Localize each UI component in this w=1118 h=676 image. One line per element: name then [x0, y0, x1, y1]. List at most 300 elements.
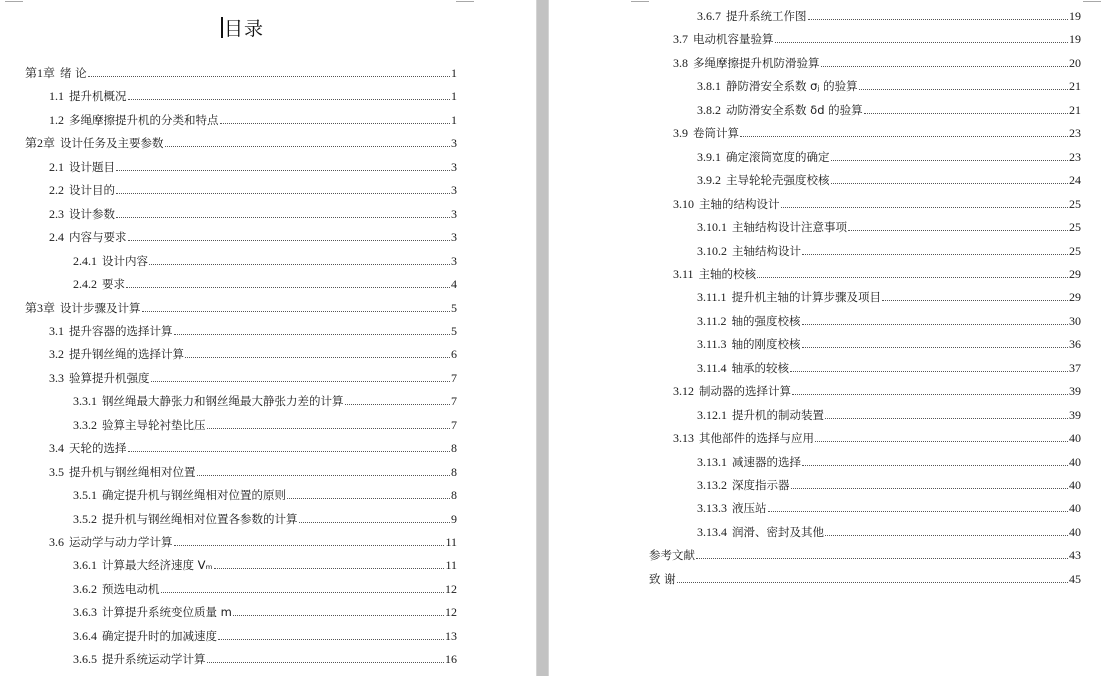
dot-leader — [792, 393, 1068, 395]
toc-entry-label — [25, 66, 88, 80]
toc-entry[interactable] — [73, 486, 457, 502]
toc-entry-number: 1.1 — [49, 89, 64, 104]
toc-entry-number: 3.11.1 — [697, 290, 727, 305]
toc-page-number: 25 — [1069, 243, 1081, 258]
toc-entry[interactable] — [73, 580, 457, 596]
dot-leader — [299, 521, 451, 523]
toc-entry[interactable] — [673, 124, 1081, 140]
toc-entry[interactable] — [49, 228, 457, 244]
toc-entry-number: 3.13.1 — [697, 454, 727, 469]
toc-entry-label — [73, 605, 233, 619]
dot-leader — [128, 239, 451, 241]
toc-entry-text: 轴承的较核 — [731, 360, 790, 375]
toc-entry-label — [697, 361, 790, 375]
toc-entry[interactable] — [673, 54, 1081, 70]
toc-entry-text: 要求 — [102, 277, 125, 292]
toc-entry[interactable] — [697, 7, 1081, 23]
toc-entry-label — [697, 290, 882, 304]
dot-leader — [126, 286, 450, 288]
toc-entry-label — [73, 582, 161, 596]
toc-page-number: 40 — [1069, 478, 1081, 492]
toc-page-number: 29 — [1069, 290, 1081, 305]
toc-entry-text: 绪 论 — [60, 66, 87, 80]
toc-page-number: 11 — [445, 558, 457, 573]
toc-entry-number: 3.5 — [49, 464, 64, 479]
toc-page-number: 1 — [451, 112, 457, 127]
toc-title[interactable]: 目录 — [221, 17, 264, 41]
dot-leader — [116, 192, 450, 194]
toc-entry-number: 3.10 — [673, 196, 694, 211]
dot-leader — [808, 18, 1069, 20]
toc-entry-label — [649, 572, 677, 586]
toc-entry-text: 致 谢 — [649, 571, 676, 586]
toc-entry-label — [25, 136, 165, 150]
toc-entry-text: 主导轮轮壳强度校核 — [726, 173, 830, 188]
toc-entry-text: 确定提升时的加减速度 — [102, 628, 217, 643]
toc-entry-text: 设计参数 — [69, 206, 115, 221]
toc-entry-number: 2.4.2 — [73, 277, 97, 292]
toc-entry[interactable] — [697, 499, 1081, 515]
toc-entry[interactable] — [697, 77, 1081, 93]
toc-entry-number: 3.6.5 — [73, 652, 97, 667]
toc-entry-text: 确定提升机与钢丝绳相对位置的原则 — [102, 488, 286, 503]
toc-entry-text: 提升机的制动装置 — [732, 407, 824, 422]
toc-entry-label — [73, 629, 218, 643]
toc-entry[interactable] — [649, 570, 1081, 586]
toc-entry-number: 3.5.2 — [73, 511, 97, 526]
toc-page-number: 7 — [451, 417, 457, 432]
toc-entry-text: 提升机与钢丝绳相对位置各参数的计算 — [102, 511, 298, 526]
toc-entry[interactable] — [49, 181, 457, 197]
dot-leader — [214, 567, 445, 569]
toc-entry[interactable] — [73, 392, 457, 408]
dot-leader — [848, 229, 1068, 231]
dot-leader — [821, 65, 1069, 67]
toc-entry-label — [673, 431, 815, 445]
toc-entry-label — [49, 324, 174, 338]
toc-entry-text: 验算提升机强度 — [69, 370, 150, 385]
toc-entry-label — [49, 183, 116, 197]
toc-entry[interactable] — [697, 523, 1081, 539]
toc-page-number: 40 — [1069, 454, 1081, 469]
toc-entry-number: 2.2 — [49, 183, 64, 198]
toc-entry-text: 参考文献 — [649, 548, 695, 563]
dot-leader — [174, 544, 445, 546]
toc-entry-number: 3.6.4 — [73, 628, 97, 643]
page-corner-mark — [5, 0, 23, 2]
dot-leader — [149, 263, 450, 265]
toc-entry-label — [49, 465, 197, 479]
dot-leader — [345, 403, 451, 405]
toc-entry-number: 3.6.7 — [697, 9, 721, 23]
toc-entry-label — [697, 525, 825, 539]
toc-entry-label — [25, 301, 142, 315]
toc-entry-number: 3.11 — [673, 266, 694, 281]
toc-entry[interactable] — [25, 299, 457, 315]
dot-leader — [825, 417, 1068, 419]
toc-entry-number: 1.2 — [49, 112, 64, 127]
toc-page-number: 4 — [451, 277, 457, 292]
toc-entry[interactable] — [697, 148, 1081, 164]
toc-entry-number: 3.11.4 — [697, 360, 727, 375]
toc-page-number: 40 — [1069, 431, 1081, 446]
toc-entry-label — [49, 113, 220, 127]
toc-page-number: 39 — [1069, 384, 1081, 399]
toc-entry[interactable] — [49, 463, 457, 479]
dot-leader — [740, 135, 1068, 137]
toc-page-number: 3 — [451, 183, 457, 198]
toc-page-number: 1 — [451, 89, 457, 104]
toc-entry[interactable] — [49, 533, 457, 549]
toc-entry-number: 3.9 — [673, 126, 688, 141]
toc-entry-text: 主轴的结构设计 — [699, 196, 780, 211]
toc-entry-text: 天轮的选择 — [69, 441, 127, 456]
toc-entry[interactable] — [73, 416, 457, 432]
dot-leader — [757, 276, 1068, 278]
dot-leader — [882, 299, 1068, 301]
page-corner-mark — [1083, 0, 1101, 2]
toc-entry[interactable] — [673, 195, 1081, 211]
page-corner-mark — [456, 0, 474, 2]
toc-entry-label — [49, 535, 174, 549]
toc-page-number: 7 — [451, 394, 457, 409]
dot-leader — [207, 661, 445, 663]
dot-leader — [677, 581, 1068, 583]
toc-entry-text: 其他部件的选择与应用 — [699, 431, 814, 446]
toc-page-number: 3 — [451, 136, 457, 151]
toc-entry-text: 提升机概况 — [69, 89, 127, 104]
document-page-left — [0, 0, 536, 676]
toc-entry-text: 提升机主轴的计算步骤及项目 — [731, 290, 882, 305]
toc-entry-text: 计算最大经济速度 Vₘ — [102, 558, 213, 573]
toc-page-number: 29 — [1069, 266, 1081, 281]
toc-entry[interactable] — [673, 382, 1081, 398]
toc-entry[interactable] — [73, 556, 457, 572]
toc-entry-label — [673, 56, 821, 70]
toc-entry[interactable] — [73, 252, 457, 268]
toc-entry[interactable] — [697, 312, 1081, 328]
toc-entry-label — [673, 384, 792, 398]
toc-entry[interactable] — [49, 369, 457, 385]
toc-entry-label — [697, 220, 848, 234]
toc-entry-number: 第1章 — [25, 66, 56, 80]
dot-leader — [831, 182, 1069, 184]
toc-page-number: 8 — [451, 488, 457, 503]
toc-entry-number: 3.13.3 — [697, 501, 727, 516]
toc-entry-number: 3.4 — [49, 441, 64, 456]
toc-entry[interactable] — [649, 546, 1081, 562]
toc-entry-label — [697, 79, 859, 93]
toc-entry-label — [49, 441, 128, 455]
toc-entry-number: 3.11.3 — [697, 337, 727, 352]
toc-entry[interactable] — [697, 335, 1081, 351]
toc-entry[interactable] — [697, 101, 1081, 117]
toc-entry-label — [73, 512, 299, 526]
dot-leader — [233, 614, 444, 616]
toc-entry[interactable] — [49, 439, 457, 455]
toc-entry-number: 3.13.2 — [697, 478, 727, 492]
toc-entry-label — [649, 548, 696, 562]
toc-entry-number: 3.12 — [673, 384, 694, 399]
dot-leader — [696, 557, 1068, 559]
toc-entry-label — [697, 244, 802, 258]
toc-entry-number: 3.3 — [49, 370, 64, 385]
toc-entry-text: 设计目的 — [69, 183, 115, 198]
toc-page-number: 1 — [451, 66, 457, 80]
toc-entry-number: 2.1 — [49, 159, 64, 174]
toc-entry-label — [73, 254, 149, 268]
toc-entry-number: 2.4 — [49, 230, 64, 245]
toc-entry-label — [697, 337, 802, 351]
toc-entry[interactable] — [697, 406, 1081, 422]
dot-leader — [142, 310, 450, 312]
toc-entry[interactable] — [49, 345, 457, 361]
dot-leader — [197, 474, 451, 476]
toc-entry[interactable] — [697, 359, 1081, 375]
dot-leader — [220, 122, 451, 124]
toc-entry[interactable] — [25, 64, 457, 80]
toc-entry-label — [73, 277, 126, 291]
toc-entry[interactable] — [73, 650, 457, 666]
dot-leader — [802, 464, 1068, 466]
toc-entry-label — [49, 347, 185, 361]
toc-entry-text: 提升钢丝绳的选择计算 — [69, 347, 184, 362]
toc-page-number: 45 — [1069, 571, 1081, 586]
toc-entry-text: 卷筒计算 — [693, 126, 739, 141]
toc-entry[interactable] — [49, 158, 457, 174]
toc-entry-text: 设计任务及主要参数 — [60, 136, 164, 151]
toc-page-number: 3 — [451, 206, 457, 221]
toc-page-number: 8 — [451, 464, 457, 479]
toc-page-number: 21 — [1069, 102, 1081, 117]
toc-entry-label — [49, 207, 116, 221]
toc-entry-number: 3.6.3 — [73, 605, 97, 620]
toc-page-number: 5 — [451, 323, 457, 338]
toc-entry-text: 提升系统工作图 — [726, 9, 807, 23]
toc-page-number: 3 — [451, 230, 457, 245]
toc-entry-text: 提升机与钢丝绳相对位置 — [69, 464, 196, 479]
dot-leader — [790, 370, 1068, 372]
toc-entry-number: 3.11.2 — [697, 313, 727, 328]
toc-page-number: 19 — [1069, 9, 1081, 23]
toc-entry-text: 动防滑安全系数 δd 的验算 — [726, 102, 863, 117]
toc-entry-text: 主轴结构设计 — [732, 243, 801, 258]
dot-leader — [116, 169, 450, 171]
toc-page-number: 36 — [1069, 337, 1081, 352]
toc-entry-number: 3.9.1 — [697, 149, 721, 164]
toc-entry-label — [49, 230, 128, 244]
dot-leader — [88, 75, 450, 77]
toc-entry[interactable] — [73, 510, 457, 526]
toc-page-number: 9 — [451, 511, 457, 526]
toc-entry-label — [73, 652, 207, 666]
toc-entry-number: 第3章 — [25, 300, 56, 315]
toc-entry-number: 3.12.1 — [697, 407, 727, 422]
toc-entry-text: 深度指示器 — [732, 478, 790, 492]
toc-entry-number: 3.3.2 — [73, 417, 97, 432]
toc-entry-number: 3.6 — [49, 535, 64, 549]
dot-leader — [768, 510, 1069, 512]
toc-entry[interactable] — [673, 30, 1081, 46]
toc-entry-number: 2.3 — [49, 206, 64, 221]
document-page-right — [549, 0, 1118, 676]
toc-page-number: 40 — [1069, 524, 1081, 539]
toc-entry-label — [697, 103, 864, 117]
dot-leader — [781, 206, 1069, 208]
dot-leader — [174, 333, 451, 335]
toc-entry-label — [49, 160, 116, 174]
toc-page-number: 25 — [1069, 196, 1081, 211]
text-cursor — [221, 17, 223, 38]
toc-page-number: 37 — [1069, 360, 1081, 375]
toc-entry-label — [697, 478, 791, 492]
toc-entry-text: 预选电动机 — [102, 581, 160, 596]
toc-entry-number: 3.6.1 — [73, 558, 97, 573]
toc-page-number: 40 — [1069, 501, 1081, 516]
dot-leader — [825, 534, 1068, 536]
dot-leader — [831, 159, 1069, 161]
toc-entry-text: 减速器的选择 — [732, 454, 801, 469]
page-separator — [536, 0, 549, 676]
toc-entry-label — [49, 89, 128, 103]
dot-leader — [864, 112, 1068, 114]
toc-entry[interactable] — [697, 453, 1081, 469]
toc-entry-text: 多绳摩擦提升机的分类和特点 — [69, 112, 219, 127]
toc-entry-text: 运动学与动力学计算 — [69, 535, 173, 549]
dot-leader — [802, 323, 1068, 325]
toc-entry-number: 3.9.2 — [697, 173, 721, 188]
toc-entry-text: 内容与要求 — [69, 230, 127, 245]
toc-page-number: 8 — [451, 441, 457, 456]
toc-entry[interactable] — [49, 87, 457, 103]
dot-leader — [815, 440, 1068, 442]
toc-page-number: 30 — [1069, 313, 1081, 328]
toc-entry-text: 验算主导轮衬垫比压 — [102, 417, 206, 432]
toc-entry-text: 确定滚筒宽度的确定 — [726, 149, 830, 164]
toc-entry-text: 提升系统运动学计算 — [102, 652, 206, 667]
toc-entry-text: 轴的强度校核 — [731, 313, 801, 328]
toc-entry-text: 静防滑安全系数 σⱼ 的验算 — [726, 79, 858, 94]
toc-entry[interactable] — [73, 603, 457, 619]
toc-entry-label — [697, 173, 831, 187]
toc-page-number: 43 — [1069, 548, 1081, 563]
toc-entry-text: 设计步骤及计算 — [60, 300, 141, 315]
dot-leader — [116, 216, 450, 218]
toc-entry-number: 3.8.1 — [697, 79, 721, 94]
toc-entry-text: 多绳摩擦提升机防滑验算 — [693, 55, 820, 70]
toc-entry-label — [673, 267, 757, 281]
toc-entry-number: 3.10.1 — [697, 220, 727, 235]
toc-entry[interactable] — [697, 218, 1081, 234]
dot-leader — [802, 346, 1068, 348]
toc-entry-text: 轴的刚度校核 — [731, 337, 801, 352]
toc-entry-label — [697, 314, 802, 328]
toc-entry[interactable] — [49, 111, 457, 127]
toc-page-number: 21 — [1069, 79, 1081, 94]
toc-entry[interactable] — [25, 134, 457, 150]
dot-leader — [128, 98, 451, 100]
dot-leader — [185, 356, 450, 358]
toc-entry-label — [49, 371, 151, 385]
toc-entry-label — [673, 32, 775, 46]
dot-leader — [165, 145, 450, 147]
toc-entry-number: 3.3.1 — [73, 394, 97, 409]
toc-page-number: 6 — [451, 347, 457, 362]
toc-entry-number: 2.4.1 — [73, 253, 97, 268]
toc-entry-number: 3.13.4 — [697, 524, 727, 539]
toc-entry[interactable] — [73, 627, 457, 643]
toc-entry-text: 制动器的选择计算 — [699, 384, 791, 399]
toc-page-number: 23 — [1069, 149, 1081, 164]
dot-leader — [161, 591, 445, 593]
toc-entry[interactable] — [49, 205, 457, 221]
toc-entry-text: 计算提升系统变位质量 m — [102, 605, 232, 620]
toc-entry[interactable] — [697, 288, 1081, 304]
toc-entry-number: 3.2 — [49, 347, 64, 362]
toc-entry-label — [673, 197, 781, 211]
toc-entry-number: 第2章 — [25, 136, 56, 151]
toc-page-number: 5 — [451, 300, 457, 315]
dot-leader — [207, 427, 451, 429]
toc-entry[interactable] — [673, 265, 1081, 281]
toc-entry-label — [697, 501, 768, 515]
toc-entry-number: 3.5.1 — [73, 488, 97, 503]
page-corner-mark — [631, 0, 649, 2]
toc-entry[interactable] — [697, 171, 1081, 187]
toc-entry-label — [73, 488, 287, 502]
toc-page-number: 39 — [1069, 407, 1081, 422]
toc-entry[interactable] — [49, 322, 457, 338]
toc-page-number: 25 — [1069, 220, 1081, 235]
toc-page-number: 20 — [1069, 55, 1081, 70]
dot-leader — [802, 253, 1068, 255]
toc-page-number: 23 — [1069, 126, 1081, 141]
toc-entry-number: 3.7 — [673, 32, 688, 47]
toc-entry-text: 钢丝绳最大静张力和钢丝绳最大静张力差的计算 — [102, 394, 344, 409]
toc-entry[interactable] — [73, 275, 457, 291]
toc-entry-text: 主轴结构设计注意事项 — [732, 220, 847, 235]
toc-page-number: 3 — [451, 253, 457, 268]
toc-entry-label — [73, 418, 207, 432]
toc-entry-text: 电动机容量验算 — [693, 32, 774, 47]
toc-page-number: 13 — [445, 628, 457, 643]
toc-entry[interactable] — [673, 429, 1081, 445]
toc-entry[interactable] — [697, 476, 1081, 492]
toc-entry-label — [697, 9, 808, 23]
toc-entry-text: 设计题目 — [69, 159, 115, 174]
toc-entry-number: 3.10.2 — [697, 243, 727, 258]
toc-page-number: 3 — [451, 159, 457, 174]
dot-leader — [775, 41, 1069, 43]
toc-entry-label — [697, 408, 825, 422]
toc-entry-label — [697, 455, 802, 469]
dot-leader — [151, 380, 451, 382]
toc-entry-number: 3.1 — [49, 323, 64, 338]
toc-entry[interactable] — [697, 242, 1081, 258]
toc-entry-text: 设计内容 — [102, 253, 148, 268]
toc-entry-number: 3.6.2 — [73, 581, 97, 596]
toc-entry-label — [697, 150, 831, 164]
toc-entry-number: 3.8 — [673, 55, 688, 70]
toc-page-number: 11 — [445, 535, 457, 549]
toc-page-number: 24 — [1069, 173, 1081, 188]
toc-page-number: 19 — [1069, 32, 1081, 47]
dot-leader — [791, 487, 1069, 489]
toc-entry-text: 液压站 — [732, 501, 767, 516]
toc-page-number: 7 — [451, 370, 457, 385]
toc-page-number: 12 — [445, 605, 457, 620]
dot-leader — [287, 497, 450, 499]
